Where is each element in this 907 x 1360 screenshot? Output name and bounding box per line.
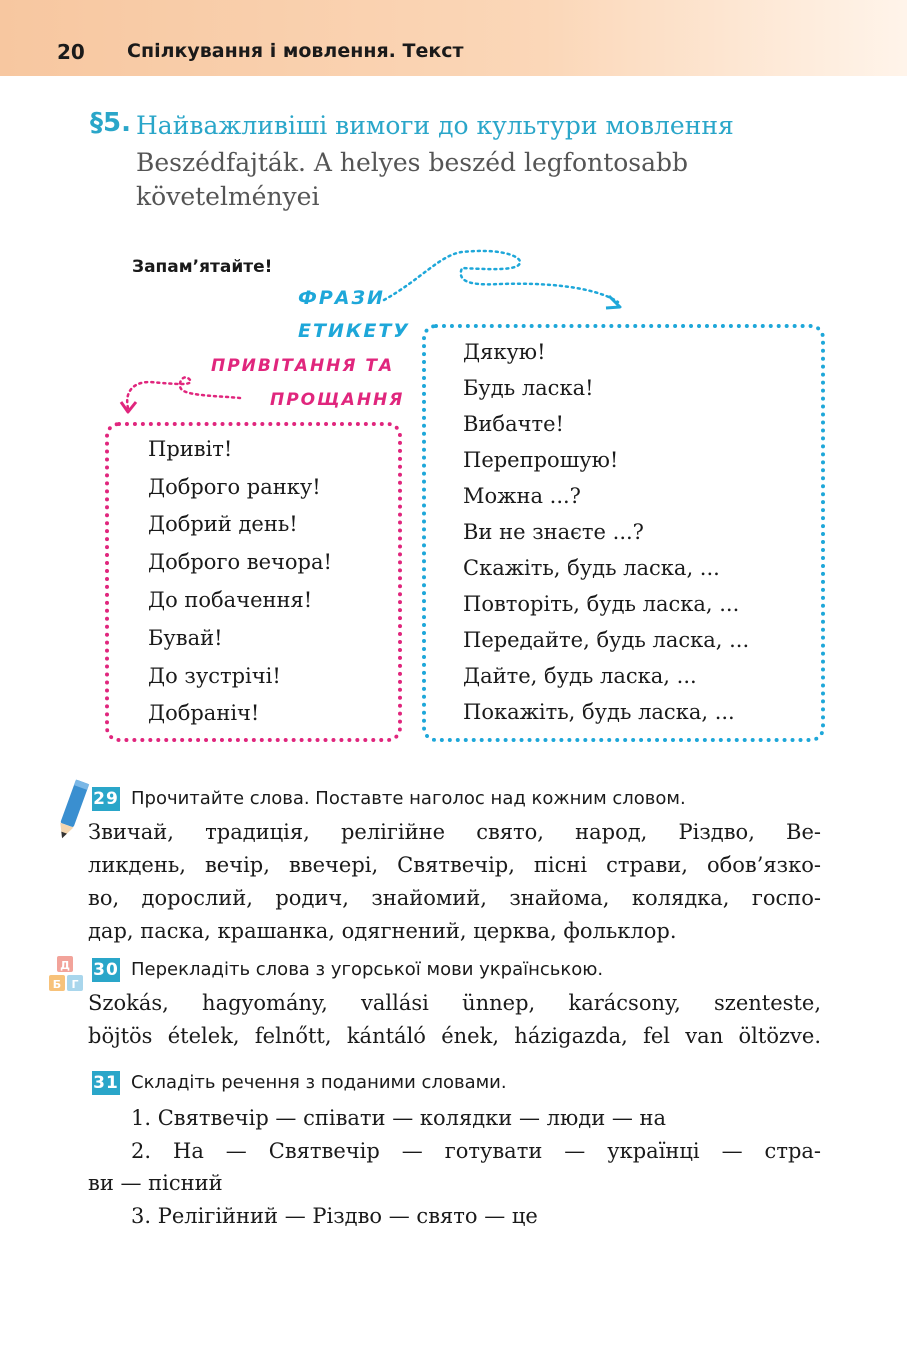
exercise-31-line: 3. Релігійний — Різдво — свято — це bbox=[131, 1204, 538, 1228]
greetings-label-line2: ПРОЩАННЯ bbox=[270, 390, 405, 410]
exercise-29-task: Прочитайте слова. Поставте наголос над кожним словом. bbox=[131, 788, 686, 809]
etiquette-item: Скажіть, будь ласка, ... bbox=[463, 556, 720, 580]
remember-label: Запам’ятайте! bbox=[132, 257, 273, 277]
page-number: 20 bbox=[57, 40, 85, 64]
exercise-30-line: Szokás, hagyomány, vallási ünnep, karácsony, szenteste, bbox=[88, 991, 821, 1015]
exercise-31-line: ви — пісний bbox=[88, 1171, 223, 1195]
etiquette-label-line2: ЕТИКЕТУ bbox=[298, 320, 410, 342]
section-subtitle-line2: követelményei bbox=[136, 182, 320, 211]
greetings-box bbox=[105, 422, 402, 742]
greeting-item: Доброго ранку! bbox=[148, 475, 321, 499]
greeting-item: Привіт! bbox=[148, 437, 233, 461]
etiquette-item: Повторіть, будь ласка, ... bbox=[463, 592, 740, 616]
etiquette-item: Можна ...? bbox=[463, 484, 581, 508]
etiquette-item: Перепрошую! bbox=[463, 448, 619, 472]
etiquette-item: Вибачте! bbox=[463, 412, 564, 436]
greetings-label-line1: ПРИВІТАННЯ ТА bbox=[211, 356, 395, 376]
exercise-29-line: ликдень, вечір, ввечері, Святвечір, пісні страви, обов’язко- bbox=[88, 853, 821, 877]
pencil-icon bbox=[54, 778, 90, 844]
greeting-item: Добраніч! bbox=[148, 701, 260, 725]
exercise-30-line: böjtös ételek, felnőtt, kántáló ének, házigazda, fel van öltözve. bbox=[88, 1024, 821, 1048]
exercise-29-line: во, дорослий, родич, знайомий, знайома, колядка, госпо- bbox=[88, 886, 821, 910]
greeting-item: Бувай! bbox=[148, 626, 223, 650]
exercise-31-line: 2. На — Святвечір — готувати — українці — стра- bbox=[131, 1139, 821, 1163]
exercise-29-line: дар, паска, крашанка, одягнений, церква, фольклор. bbox=[88, 919, 677, 943]
greeting-item: Добрий день! bbox=[148, 512, 298, 536]
section-number: §5. bbox=[90, 108, 131, 138]
exercise-29-line: Звичай, традиція, релігійне свято, народ, Різдво, Ве- bbox=[88, 820, 821, 844]
etiquette-item: Покажіть, будь ласка, ... bbox=[463, 700, 735, 724]
exercise-31-line: 1. Святвечір — співати — колядки — люди — на bbox=[131, 1106, 667, 1130]
etiquette-item: Ви не знаєте ...? bbox=[463, 520, 644, 544]
greeting-item: До побачення! bbox=[148, 588, 313, 612]
svg-text:Б: Б bbox=[52, 978, 62, 991]
svg-text:Д: Д bbox=[60, 959, 70, 972]
pink-curved-arrow-icon bbox=[121, 377, 240, 412]
exercise-29-number: 29 bbox=[93, 789, 119, 809]
svg-text:Г: Г bbox=[71, 978, 79, 991]
etiquette-item: Будь ласка! bbox=[463, 376, 594, 400]
greeting-item: Доброго вечора! bbox=[148, 550, 332, 574]
running-title: Спілкування і мовлення. Текст bbox=[127, 40, 464, 62]
blue-curved-arrow-icon bbox=[384, 251, 620, 308]
section-title: Найважливіші вимоги до культури мовлення bbox=[136, 111, 734, 140]
etiquette-item: Передайте, будь ласка, ... bbox=[463, 628, 750, 652]
exercise-31-task: Складіть речення з поданими словами. bbox=[131, 1072, 507, 1093]
exercise-30-number: 30 bbox=[93, 960, 119, 980]
exercise-30-task: Перекладіть слова з угорської мови українською. bbox=[131, 959, 604, 980]
section-subtitle-line1: Beszédfajták. A helyes beszéd legfontosabb bbox=[136, 148, 689, 177]
letter-blocks-icon bbox=[47, 955, 89, 997]
etiquette-item: Дайте, будь ласка, ... bbox=[463, 664, 697, 688]
etiquette-item: Дякую! bbox=[463, 340, 546, 364]
exercise-31-number: 31 bbox=[93, 1073, 119, 1093]
etiquette-label-line1: ФРАЗИ bbox=[298, 287, 385, 309]
greeting-item: До зустрічі! bbox=[148, 664, 281, 688]
